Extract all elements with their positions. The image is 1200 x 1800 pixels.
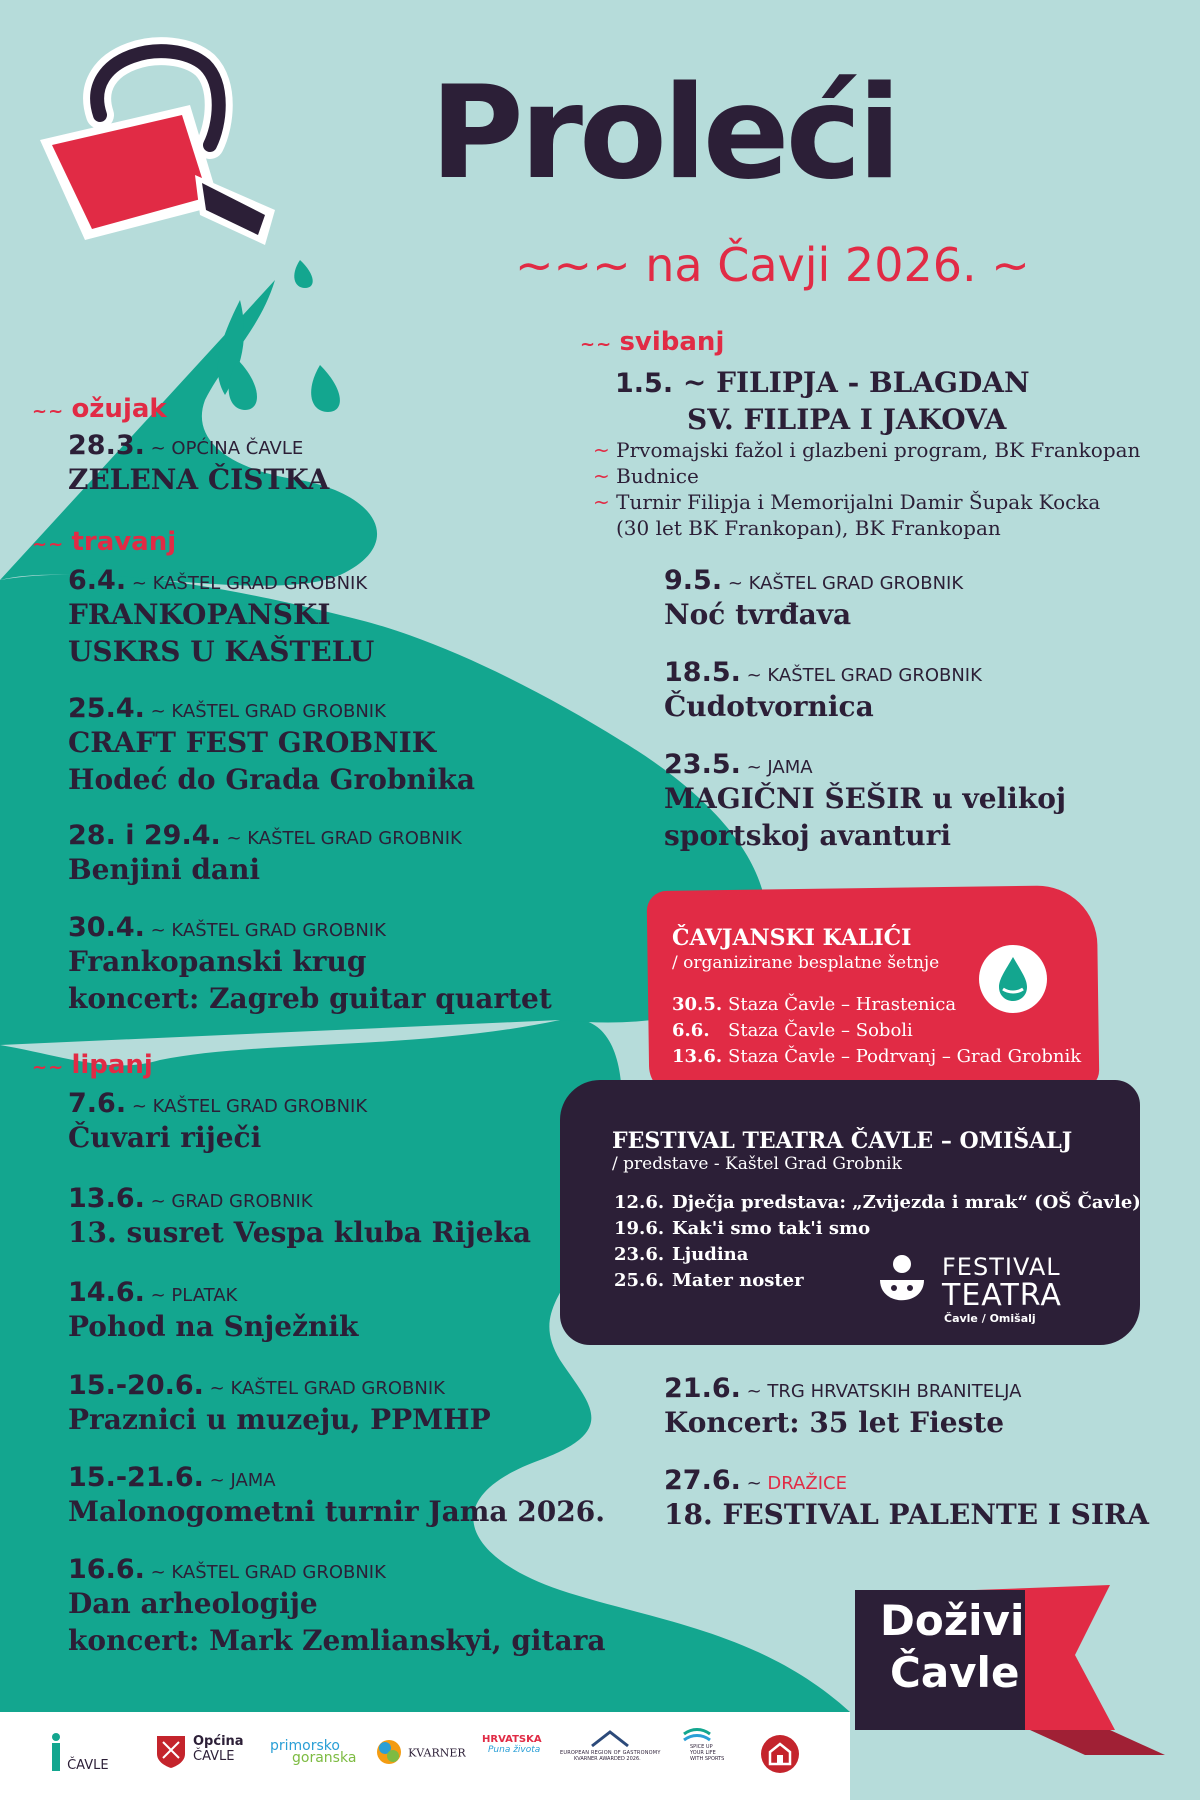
sport-wave-icon [682,1728,712,1744]
event-9-5: 9.5. ~ KAŠTEL GRAD GROBNIK Noć tvrđava [664,565,964,631]
month-heading-ozujak: ~~ ožujak [32,394,167,424]
event-16-6: 16.6. ~ KAŠTEL GRAD GROBNIK Dan arheologije koncert: Mark Zemlianskyi, gitara [68,1554,606,1657]
logo-tz-cavle: ČAVLE [50,1733,109,1773]
event-30-4: 30.4. ~ KAŠTEL GRAD GROBNIK Frankopanski krug koncert: Zagreb guitar quartet [68,912,552,1015]
event-27-6: 27.6. ~ DRAŽICE 18. FESTIVAL PALENTE I SIRA [664,1465,1149,1531]
page-subtitle: ~~~ na Čavji 2026. ~ [515,238,1030,292]
festival-subtitle: / predstave - Kaštel Grad Grobnik [612,1154,902,1174]
show-item: 25.6. Mater noster [614,1270,804,1291]
show-item: 19.6. Kak'i smo tak'i smo [614,1218,871,1239]
event-21-6: 21.6. ~ TRG HRVATSKIH BRANITELJA Koncert: 35 let Fieste [664,1373,1022,1439]
logo-gastronomy: EUROPEAN REGION OF GASTRONOMY KVARNER AWARDED 2026. [560,1728,661,1762]
list-item: ~ Budnice [593,464,699,488]
show-item: 12.6. Dječja predstava: „Zvijezda i mrak“ (OŠ Čavle) [614,1192,1141,1213]
logo-primorsko-goranska: primorsko goranska [270,1738,357,1766]
festival-title: FESTIVAL TEATRA ČAVLE – OMIŠALJ [612,1128,1073,1154]
page-title: Proleći [430,59,898,208]
walk-item: 13.6. Staza Čavle – Podrvanj – Grad Grobnik [672,1046,1082,1067]
coat-of-arms-icon [155,1734,187,1770]
event-date: 28.3. [68,430,145,461]
tz-cavle-icon [50,1733,62,1773]
list-item: ~ Turnir Filipja i Memorijalni Damir Šupak Kocka [593,490,1101,514]
walk-item: 6.6. Staza Čavle – Soboli [672,1020,913,1041]
event-15-20-6: 15.-20.6. ~ KAŠTEL GRAD GROBNIK Praznici u muzeju, PPMHP [68,1370,491,1436]
event-28-3: 28.3. ~ OPĆINA ČAVLE ZELENA ČISTKA [68,430,330,496]
watering-can-icon [30,25,290,275]
badge-line2: Čavle [890,1648,1020,1697]
festival-logo-line2: TEATRA [942,1278,1062,1313]
theatre-mask-icon [872,1252,932,1322]
list-item: ~ Prvomajski fažol i glazbeni program, BK Frankopan [593,438,1141,462]
event-18-5: 18.5. ~ KAŠTEL GRAD GROBNIK Čudotvornica [664,657,982,723]
logo-hrvatska: HRVATSKA Puna života [482,1734,542,1755]
logo-sport: SPICE UP YOUR LIFE WITH SPORTS [672,1728,724,1762]
month-heading-lipanj: ~~ lipanj [32,1050,153,1080]
kvarner-icon [375,1738,403,1766]
water-drop-icon [977,943,1049,1015]
festival-logo-line3: Čavle / Omišalj [944,1312,1036,1325]
logo-opcina-cavle: Općina ČAVLE [155,1734,206,1770]
event-28-29-4: 28. i 29.4. ~ KAŠTEL GRAD GROBNIK Benjini dani [68,820,462,886]
kalici-subtitle: / organizirane besplatne šetnje [672,953,940,973]
list-item: (30 let BK Frankopan), BK Frankopan [616,516,1001,540]
event-name: ZELENA ČISTKA [68,463,330,496]
filipja-program-list [593,437,1140,541]
month-heading-travanj: ~~ travanj [32,527,177,557]
festival-logo-line1: FESTIVAL [942,1253,1061,1281]
event-7-6: 7.6. ~ KAŠTEL GRAD GROBNIK Čuvari riječi [68,1088,368,1154]
walk-item: 30.5. Staza Čavle – Hrastenica [672,994,957,1015]
gastronomy-icon [590,1728,630,1750]
show-item: 23.6. Ljudina [614,1244,749,1265]
event-14-6: 14.6. ~ PLATAK Pohod na Snježnik [68,1277,359,1343]
badge-line1: Doživi [880,1596,1025,1645]
event-23-5: 23.5. ~ JAMA MAGIČNI ŠEŠIR u velikoj sportskoj avanturi [664,749,1067,852]
event-15-21-6: 15.-21.6. ~ JAMA Malonogometni turnir Jama 2026. [68,1462,605,1528]
house-logo-icon [760,1734,800,1774]
event-13-6: 13.6. ~ GRAD GROBNIK 13. susret Vespa kluba Rijeka [68,1183,532,1249]
event-filipja: 1.5. ~ FILIPJA - BLAGDAN SV. FILIPA I JAKOVA [615,366,1030,436]
month-heading-svibanj: ~~ svibanj [580,327,725,357]
event-25-4: 25.4. ~ KAŠTEL GRAD GROBNIK CRAFT FEST GROBNIK Hodeć do Grada Grobnika [68,693,476,796]
logo-kvarner: KVARNER [375,1738,466,1766]
event-6-4: 6.4. ~ KAŠTEL GRAD GROBNIK FRANKOPANSKI USKRS U KAŠTELU [68,565,375,668]
kalici-title: ČAVJANSKI KALIĆI [672,925,912,951]
event-location: OPĆINA ČAVLE [171,438,304,459]
